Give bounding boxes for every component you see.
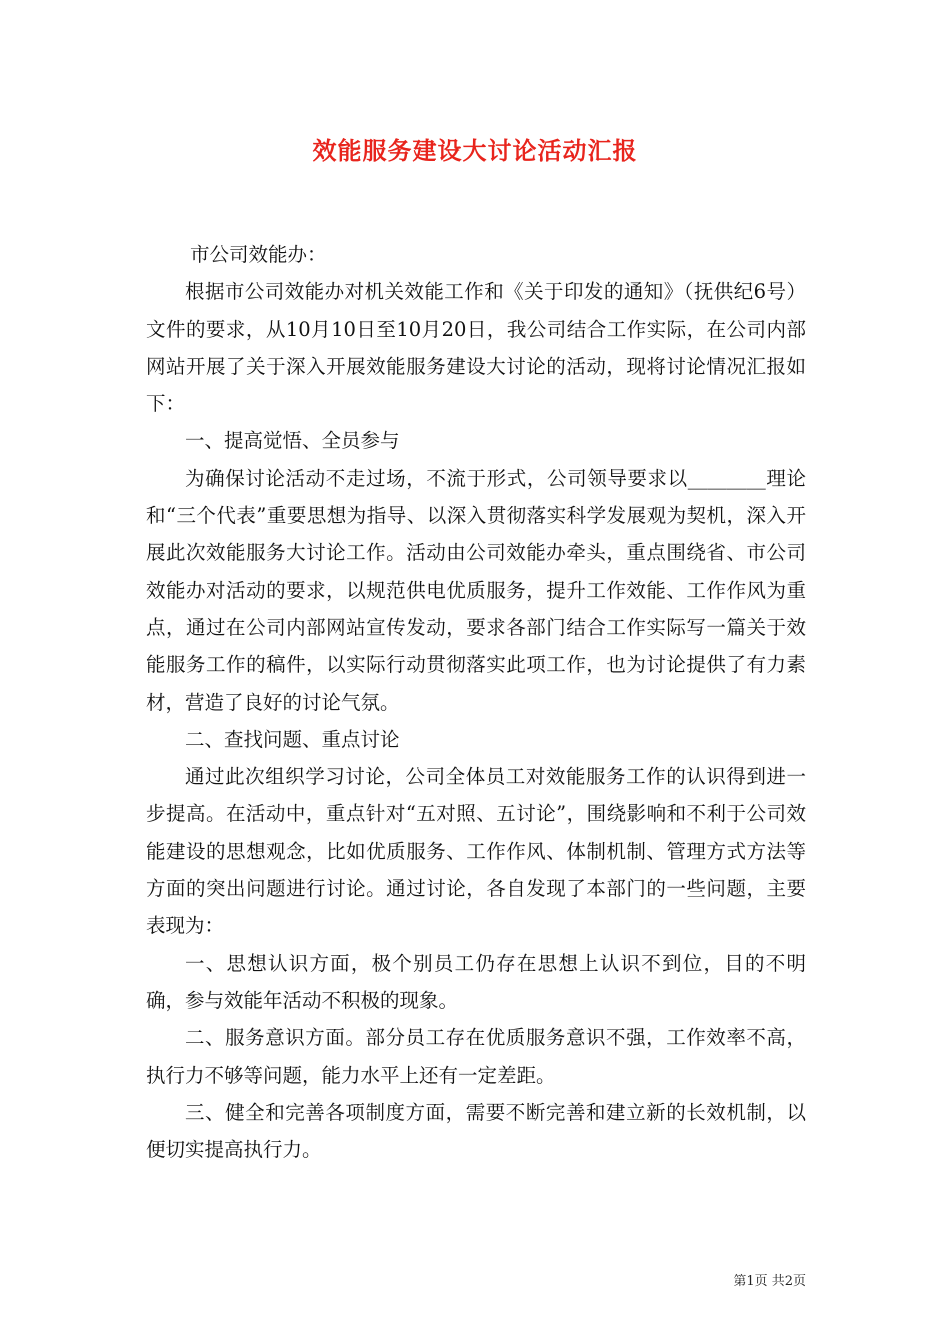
problem-item-1: 一、思想认识方面，极个别员工仍存在思想上认识不到位，目的不明确，参与效能年活动不积极的现象。 — [146, 951, 806, 1012]
section-heading-2: 二、查找问题、重点讨论 — [185, 727, 400, 751]
problem-item-2: 二、服务意识方面。部分员工存在优质服务意识不强，工作效率不高，执行力不够等问题，能力水平上还有一定差距。 — [146, 1026, 806, 1087]
section-heading-1: 一、提高觉悟、全员参与 — [185, 429, 400, 453]
problem-item-3: 三、健全和完善各项制度方面，需要不断完善和建立新的长效机制，以便切实提高执行力。 — [146, 1100, 806, 1162]
page-number: 第1页 共2页 — [733, 1274, 806, 1289]
paragraph-section-1: 为确保讨论活动不走过场，不流于形式，公司领导要求以________理论和“三个代表”重要思想为指导、以深入贯彻落实科学发展观为契机，深入开展此次效能服务大讨论工作。活动由公司效能办牵头，重点围绕省、市公司效能办对活动的要求，以规范供电优质服务，提升工作效能、工作作风为重点，通过在公司内部网站宣传发动，要求各部门结合工作实际写一篇关于效能服务工作的稿件，以实际行动贯彻落实此项工作，也为讨论提供了有力素材，营造了良好的讨论气氛。 — [146, 466, 806, 714]
document-body — [146, 236, 806, 1168]
salutation: 市公司效能办： — [190, 243, 327, 266]
paragraph-intro: 根据市公司效能办对机关效能工作和《关于印发的通知》（抚供纪6号）文件的要求，从10月10日至10月20日，我公司结合工作实际，在公司内部网站开展了关于深入开展效能服务建设大讨论的活动，现将讨论情况汇报如下： — [146, 280, 806, 416]
document-title: 效能服务建设大讨论活动汇报 — [312, 136, 638, 165]
paragraph-section-2: 通过此次组织学习讨论，公司全体员工对效能服务工作的认识得到进一步提高。在活动中，重点针对“五对照、五讨论”，围绕影响和不利于公司效能建设的思想观念，比如优质服务、工作作风、体制机制、管理方式方法等方面的突出问题进行讨论。通过讨论，各自发现了本部门的一些问题，主要表现为： — [146, 765, 806, 938]
